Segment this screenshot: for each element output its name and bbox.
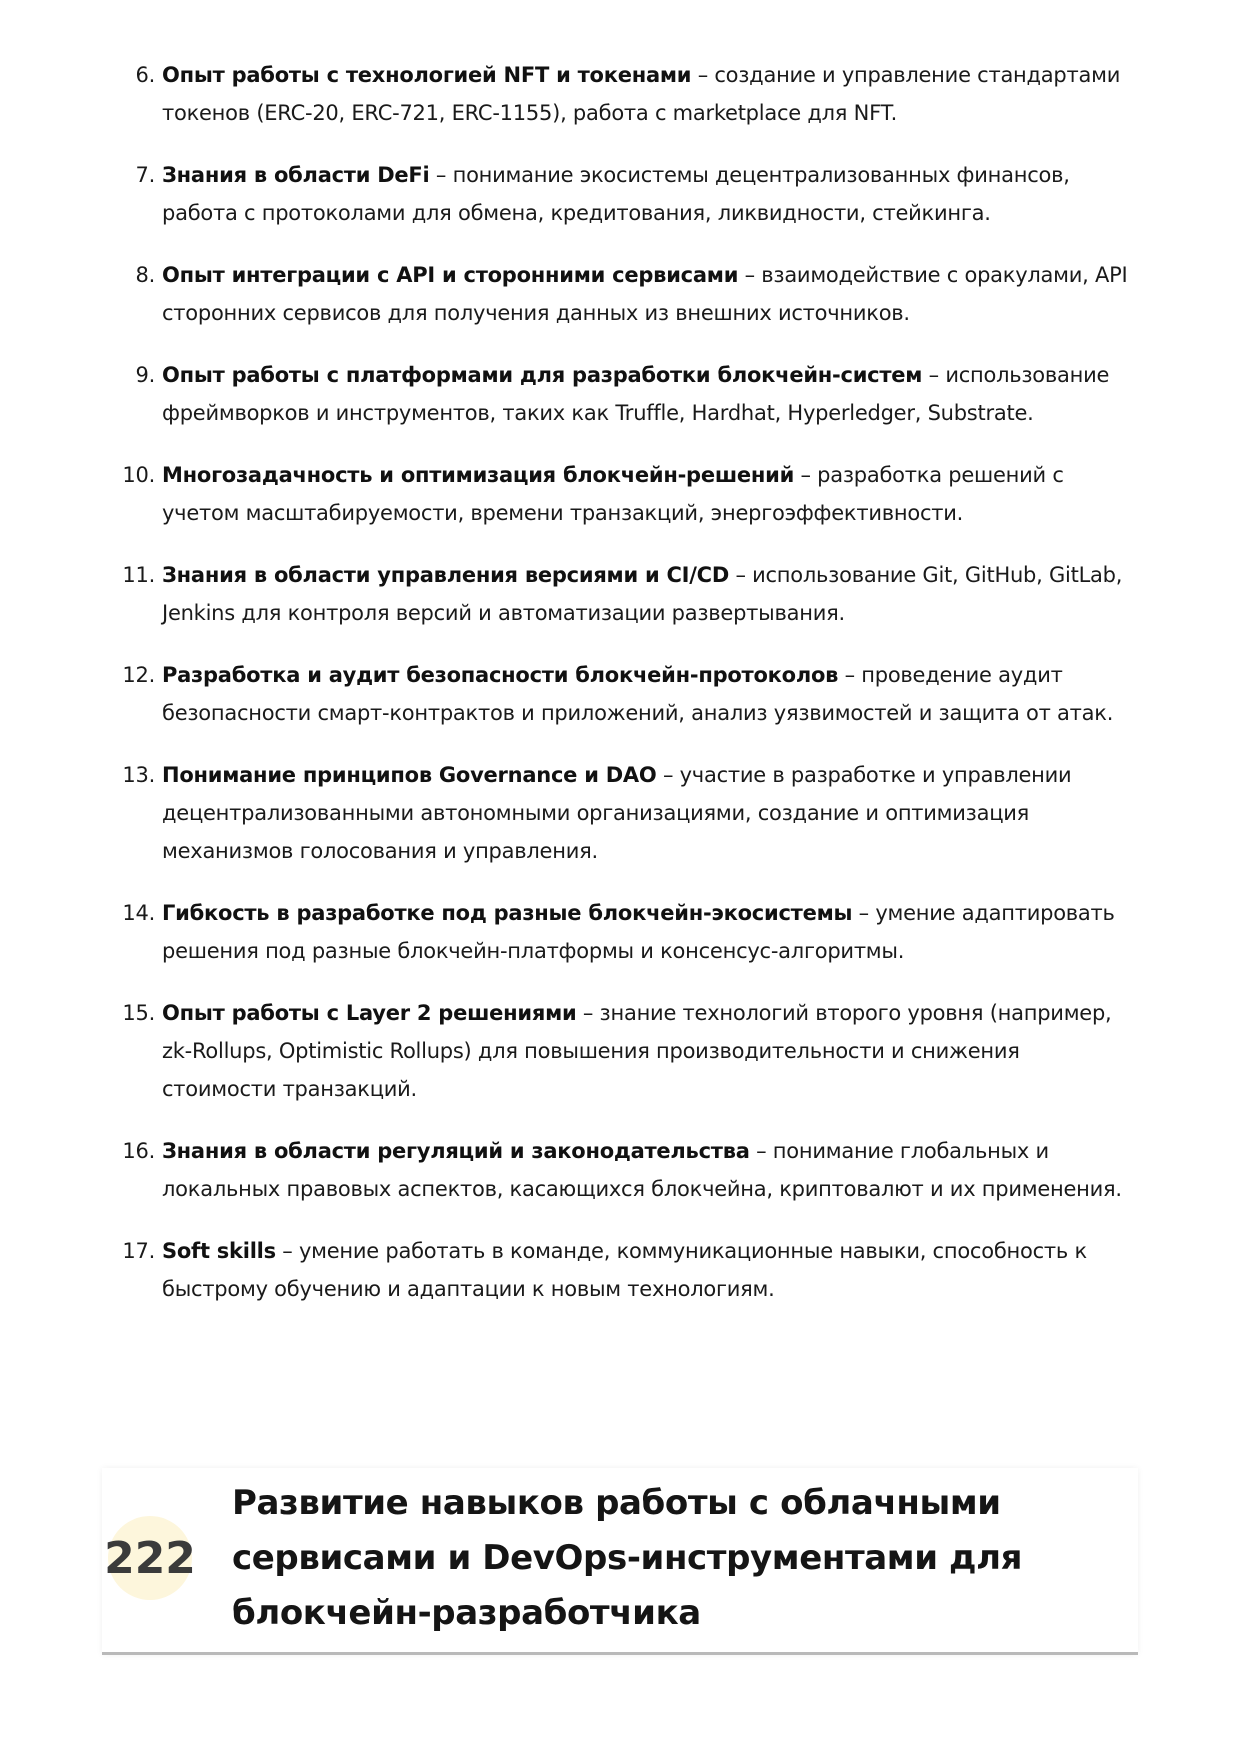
list-item-number: 11. — [122, 563, 155, 587]
list-item — [0, 1232, 1239, 1308]
list-item-text: – разработка решений с учетом масштабируемости, времени транзакций, энергоэффективности. — [162, 463, 1064, 525]
list-item-text: – использование фреймворков и инструментов, таких как Truffle, Hardhat, Hyperledger, Substrate. — [162, 363, 1110, 425]
list-item-number: 12. — [122, 663, 155, 687]
list-item-number: 10. — [122, 463, 155, 487]
list-item-text: – взаимодействие с оракулами, API сторонних сервисов для получения данных из внешних источников. — [162, 263, 1128, 325]
list-item-heading: Опыт работы с Layer 2 решениями — [162, 1001, 577, 1025]
list-item-number: 7. — [135, 163, 155, 187]
list-item-heading: Гибкость в разработке под разные блокчейн-экосистемы — [162, 901, 853, 925]
list-item-text: – проведение аудит безопасности смарт-контрактов и приложений, анализ уязвимостей и защита от атак. — [162, 663, 1114, 725]
list-item-number: 13. — [122, 763, 155, 787]
list-item-text: – участие в разработке и управлении децентрализованными автономными организациями, создание и оптимизация механизмов голосования и управления. — [162, 763, 1072, 863]
list-item — [0, 556, 1239, 632]
list-item — [0, 456, 1239, 532]
numbered-list — [0, 56, 1239, 1332]
list-item — [0, 656, 1239, 732]
list-item-heading: Опыт работы с технологией NFT и токенами — [162, 63, 692, 87]
section-header — [102, 1468, 1138, 1655]
list-item-number: 6. — [135, 63, 155, 87]
section-number-badge: 222 — [108, 1516, 192, 1600]
list-item — [0, 256, 1239, 332]
list-item-number: 8. — [135, 263, 155, 287]
list-item-number: 14. — [122, 901, 155, 925]
list-item — [0, 894, 1239, 970]
list-item-heading: Знания в области DeFi — [162, 163, 430, 187]
list-item-text: – умение работать в команде, коммуникационные навыки, способность к быстрому обучению и адаптации к новым технологиям. — [162, 1239, 1087, 1301]
list-item — [0, 56, 1239, 132]
list-item — [0, 756, 1239, 870]
list-item-text: – понимание экосистемы децентрализованных финансов, работа с протоколами для обмена, кредитования, ликвидности, стейкинга. — [162, 163, 1070, 225]
list-item-text: – использование Git, GitHub, GitLab, Jenkins для контроля версий и автоматизации развертывания. — [162, 563, 1123, 625]
section-title: Развитие навыков работы с облачными сервисами и DevOps-инструментами для блокчейн-разработчика — [232, 1483, 1023, 1633]
list-item-heading: Многозадачность и оптимизация блокчейн-решений — [162, 463, 795, 487]
list-item-number: 16. — [122, 1139, 155, 1163]
list-item — [0, 994, 1239, 1108]
list-item-text: – умение адаптировать решения под разные блокчейн-платформы и консенсус-алгоритмы. — [162, 901, 1115, 963]
list-item-heading: Знания в области регуляций и законодательства — [162, 1139, 750, 1163]
list-item-number: 15. — [122, 1001, 155, 1025]
list-item-number: 17. — [122, 1239, 155, 1263]
list-item-heading: Опыт работы с платформами для разработки блокчейн-систем — [162, 363, 923, 387]
list-item-heading: Опыт интеграции с API и сторонними сервисами — [162, 263, 739, 287]
list-item — [0, 356, 1239, 432]
list-item-text: – понимание глобальных и локальных правовых аспектов, касающихся блокчейна, криптовалют и их применения. — [162, 1139, 1122, 1201]
list-item — [0, 1132, 1239, 1208]
list-item-heading: Знания в области управления версиями и CI/CD — [162, 563, 730, 587]
list-item-heading: Понимание принципов Governance и DAO — [162, 763, 657, 787]
list-item — [0, 156, 1239, 232]
list-item-text: – знание технологий второго уровня (например, zk-Rollups, Optimistic Rollups) для повышения производительности и снижения стоимости транзакций. — [162, 1001, 1112, 1101]
list-item-heading: Разработка и аудит безопасности блокчейн-протоколов — [162, 663, 839, 687]
list-item-heading: Soft skills — [162, 1239, 276, 1263]
list-item-number: 9. — [135, 363, 155, 387]
list-item-text: – создание и управление стандартами токенов (ERC-20, ERC-721, ERC-1155), работа с marketplace для NFT. — [162, 63, 1121, 125]
